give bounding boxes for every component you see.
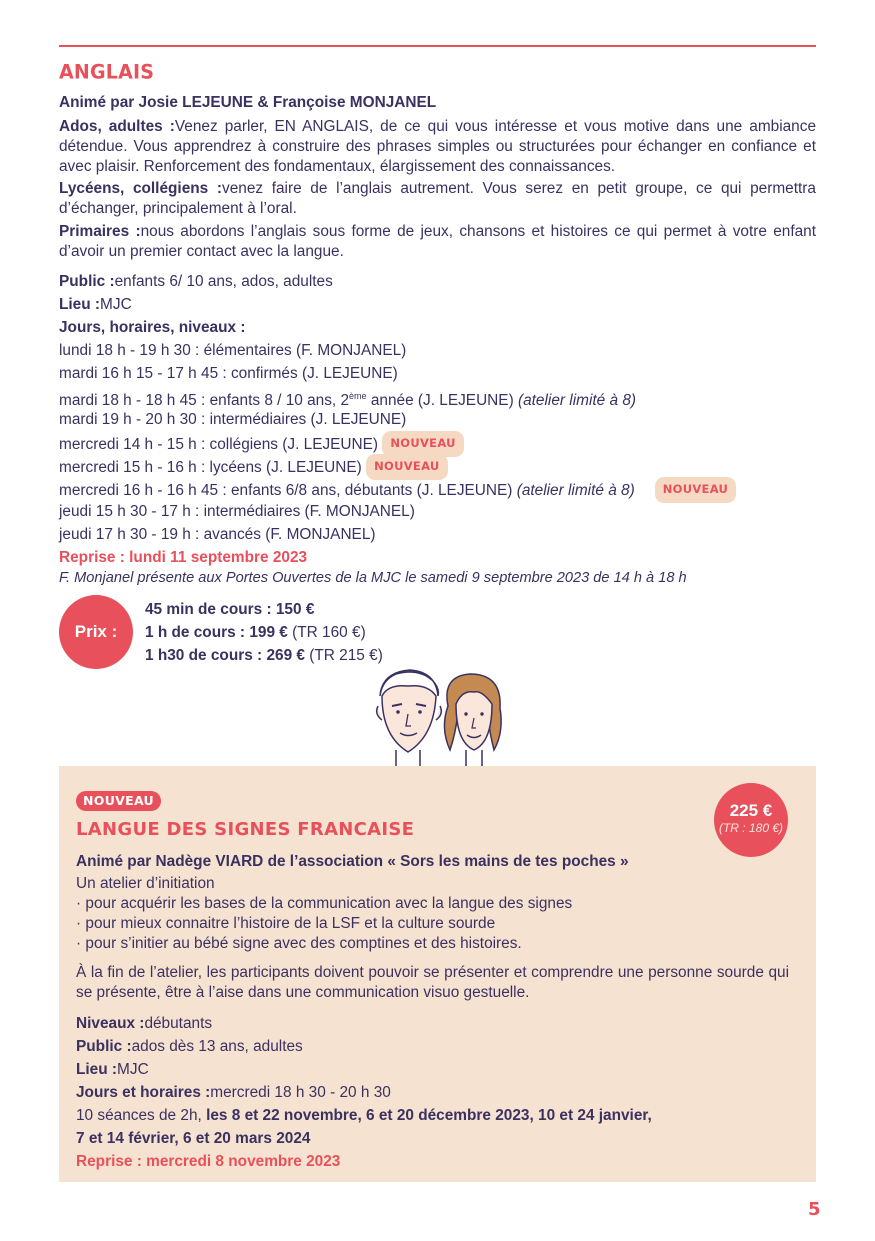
nouveau-badge: NOUVEAU [366,454,447,480]
schedule-row [59,385,816,408]
lsf-jours-line [76,1081,789,1104]
schedule-row [59,500,816,523]
lyceens-text: venez faire de l’anglais autrement. Vous serez en petit groupe, ce qui permettra d’échanger, principalement à l’oral. [59,180,816,217]
schedule-row [59,339,816,362]
lsf-lieu-line [76,1058,789,1081]
niveaux-value: débutants [144,1015,213,1032]
top-divider [59,45,816,47]
niveaux-label: Niveaux : [76,1015,145,1032]
schedule-text-after: année (J. LEJEUNE) [366,392,518,410]
schedule-sup: ème [349,391,367,401]
seances-dates-2: 7 et 14 février, 6 et 20 mars 2024 [76,1130,311,1147]
schedule-text: jeudi 15 h 30 - 17 h : intermédiaires (F. MONJANEL) [59,503,415,520]
schedule-row [59,431,816,454]
prix-label: Prix : [74,622,118,641]
lsf-bullet: · pour mieux connaitre l’histoire de la LSF et la culture sourde [76,915,496,932]
prix-row-reduced: (TR 215 €) [304,647,383,664]
jours-value: mercredi 18 h 30 - 20 h 30 [210,1084,391,1101]
prix-row-label: 45 min de cours : [145,601,276,618]
anglais-details [59,270,816,546]
lieu-label: Lieu : [76,1061,118,1078]
schedule-text: mercredi 15 h - 16 h : lycéens (J. LEJEUNE) [59,459,362,476]
teachers-illustration [370,666,510,768]
schedule-text: lundi 18 h - 19 h 30 : élémentaires (F. MONJANEL) [59,342,407,359]
schedule-row [59,523,816,546]
lsf-bullet: · pour acquérir les bases de la communication avec la langue des signes [76,895,573,912]
woman-face-icon [444,674,501,766]
lsf-paragraph: À la fin de l’atelier, les participants doivent pouvoir se présenter et comprendre une personne sourde qui se présente, être à l’aise dans une communication visuo gestuelle. [76,964,789,1001]
schedule-text: mardi 19 h - 20 h 30 : intermédiaires (J. LEJEUNE) [59,411,407,428]
schedule-note: (atelier limité à 8) [516,482,635,499]
schedule-row [59,477,816,500]
page-number: 5 [808,1199,821,1220]
nouveau-badge: NOUVEAU [382,431,463,457]
lsf-anime-par: Animé par Nadège VIARD de l’association « Sors les mains de tes poches » [76,853,629,870]
lsf-nouveau-badge: NOUVEAU [76,791,161,811]
lieu-label: Lieu : [59,296,101,313]
anglais-primaires-paragraph [59,222,816,262]
schedule-text: jeudi 17 h 30 - 19 h : avancés (F. MONJANEL) [59,526,376,543]
anglais-lyceens-paragraph [59,179,816,219]
lsf-reprise: Reprise : mercredi 8 novembre 2023 [76,1153,341,1170]
anglais-anime-par: Animé par Josie LEJEUNE & Françoise MONJANEL [59,94,437,111]
schedule-text: mercredi 14 h - 15 h : collégiens (J. LEJEUNE) [59,436,379,453]
public-line [59,270,816,293]
prix-row-label: 1 h30 de cours : [145,647,267,664]
lyceens-label: Lycéens, collégiens : [59,180,222,197]
lsf-seances-line [76,1104,789,1127]
anglais-reprise: Reprise : lundi 11 septembre 2023 [59,549,308,566]
lsf-intro: Un atelier d’initiation [76,875,215,892]
schedule-row [59,362,816,385]
nouveau-badge: NOUVEAU [655,477,736,503]
public-value: enfants 6/ 10 ans, ados, adultes [114,273,333,290]
schedule-text: mardi 16 h 15 - 17 h 45 : confirmés (J. LEJEUNE) [59,365,398,382]
lsf-niveaux-line [76,1012,789,1035]
lsf-price-reduced: (TR : 180 €) [718,821,784,835]
seances-dates: les 8 et 22 novembre, 6 et 20 décembre 2023, 10 et 24 janvier, [206,1107,652,1124]
lsf-title: LANGUE DES SIGNES FRANCAISE [76,819,415,840]
schedule-text: mardi 18 h - 18 h 45 : enfants 8 / 10 ans, 2 [59,392,350,410]
prix-row [145,621,383,644]
ados-label: Ados, adultes : [59,118,175,135]
public-value: ados dès 13 ans, adultes [131,1038,303,1055]
lieu-value: MJC [117,1061,149,1078]
ados-text: Venez parler, EN ANGLAIS, de ce qui vous intéresse et vous motive dans une ambiance détendue. Vous apprendrez à construire des phrases simples ou structurées pour échanger en confiance et avec plaisir. Renforcement des fondamentaux, élargissement des connaissances. [59,118,817,175]
schedule-note: (atelier limité à 8) [517,392,636,410]
lsf-price: 225 € [729,801,773,820]
schedule-row [59,454,816,477]
lsf-details [76,1012,789,1173]
lsf-section [59,766,816,1182]
prix-row-price: 150 € [275,601,315,618]
jours-label: Jours et horaires : [76,1084,211,1101]
anglais-portes-ouvertes: F. Monjanel présente aux Portes Ouvertes de la MJC le samedi 9 septembre 2023 de 14 h à 18 h [59,570,687,586]
jours-label: Jours, horaires, niveaux : [59,319,246,336]
prix-row [145,644,383,667]
anglais-title: ANGLAIS [59,60,155,84]
prix-row-price: 199 € [249,624,288,641]
prix-circle [59,595,133,669]
lsf-price-circle [714,783,788,857]
public-label: Public : [59,273,115,290]
prix-row [145,598,383,621]
man-face-icon [377,670,442,766]
prix-list [145,598,383,667]
anglais-ados-paragraph [59,117,816,177]
primaires-label: Primaires : [59,223,141,240]
seances-prefix: 10 séances de 2h, [76,1107,207,1124]
schedule-row [59,408,816,431]
schedule-text: mercredi 16 h - 16 h 45 : enfants 6/8 ans, débutants (J. LEJEUNE) [59,482,517,499]
prix-row-price: 269 € [266,647,305,664]
primaires-text: nous abordons l’anglais sous forme de jeux, chansons et histoires ce qui permet à votre enfant d’avoir un premier contact avec la langue. [59,223,816,260]
lsf-bullet: · pour s’initier au bébé signe avec des comptines et des histoires. [76,935,522,952]
lieu-value: MJC [100,296,132,313]
lsf-public-line [76,1035,789,1058]
prix-row-label: 1 h de cours : [145,624,250,641]
lieu-line [59,293,816,316]
lsf-intro-list [76,874,789,954]
prix-row-reduced: (TR 160 €) [287,624,366,641]
public-label: Public : [76,1038,132,1055]
